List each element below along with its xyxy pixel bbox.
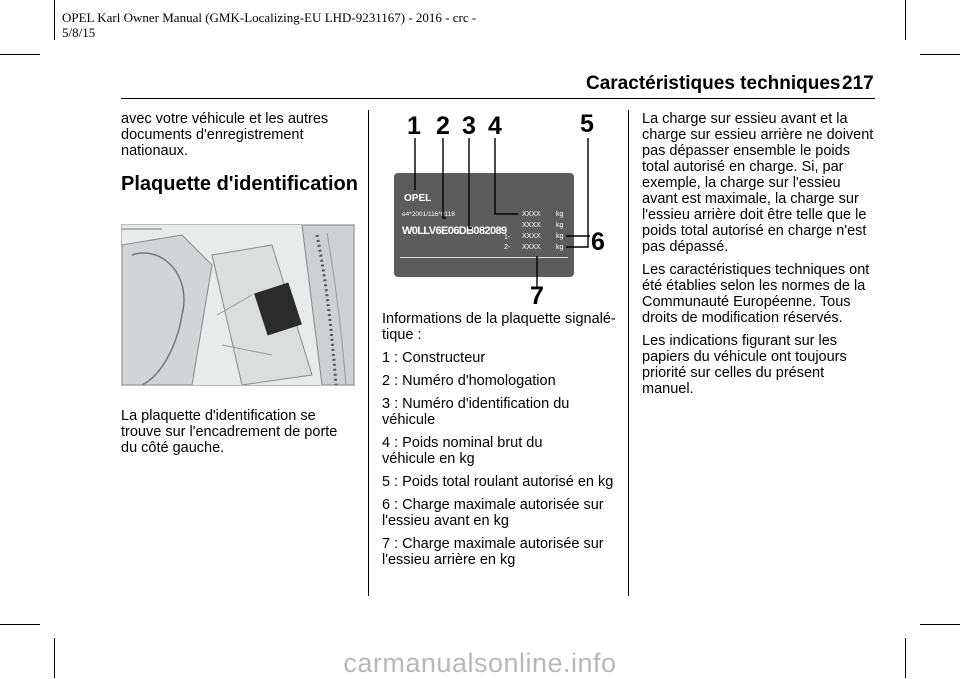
text-line: papiers du véhicule ont toujours bbox=[642, 349, 847, 365]
text-line: 4 : Poids nominal brut du bbox=[382, 435, 543, 451]
right-column-text bbox=[642, 111, 882, 397]
callout-number: 4 bbox=[488, 112, 502, 140]
callout-number: 1 bbox=[407, 112, 421, 140]
text-line: l'essieu arrière en kg bbox=[382, 552, 516, 568]
plate-axle-label: 1- bbox=[504, 234, 511, 241]
legend-item bbox=[382, 350, 622, 366]
legend-item bbox=[382, 396, 622, 428]
callout-number: 2 bbox=[436, 112, 450, 140]
callout-number: 5 bbox=[580, 110, 594, 138]
callout-number: 6 bbox=[591, 228, 605, 256]
plate-unit: kg bbox=[556, 211, 564, 218]
legend-item bbox=[382, 536, 622, 568]
plate-weight: XXXX bbox=[522, 233, 541, 240]
column-divider bbox=[368, 110, 369, 596]
body-paragraph bbox=[642, 111, 882, 255]
legend-item bbox=[382, 435, 622, 467]
text-line: manuel. bbox=[642, 381, 694, 397]
plate-weight: XXXX bbox=[522, 222, 541, 229]
door-frame-illustration bbox=[121, 224, 355, 386]
text-line: charge sur essieu arrière ne doivent bbox=[642, 127, 874, 143]
crop-mark bbox=[905, 0, 906, 40]
plate-unit: kg bbox=[556, 233, 564, 240]
plate-approval-number: e4*2001/116*0118 bbox=[402, 211, 455, 218]
text-line: véhicule bbox=[382, 412, 436, 428]
body-paragraph bbox=[642, 262, 882, 326]
text-line: La charge sur essieu avant et la bbox=[642, 111, 848, 127]
text-line: tique : bbox=[382, 327, 422, 343]
text-line: été établies selon les normes de la bbox=[642, 278, 866, 294]
plate-weight: XXXX bbox=[522, 211, 541, 218]
legend-intro bbox=[382, 311, 622, 343]
text-line: total autorisé en charge. Si, par bbox=[642, 159, 844, 175]
crop-mark bbox=[0, 54, 40, 55]
text-line: avec votre véhicule et les autres bbox=[121, 111, 329, 127]
text-line: 3 : Numéro d'identification du bbox=[382, 396, 570, 412]
text-line: Communauté Européenne. Tous bbox=[642, 294, 851, 310]
door-frame-drawing bbox=[122, 225, 354, 385]
plate-unit: kg bbox=[556, 222, 564, 229]
body-paragraph bbox=[642, 333, 882, 397]
print-metadata-line: OPEL Karl Owner Manual (GMK-Localizing-EU LHD-9231167) - 2016 - crc - bbox=[62, 10, 477, 25]
text-line: l'essieu arrière doit être telle que le bbox=[642, 207, 867, 223]
text-line: véhicule en kg bbox=[382, 451, 475, 467]
text-line: Les caractéristiques techniques ont bbox=[642, 262, 870, 278]
caption-paragraph bbox=[121, 408, 361, 456]
text-line: 6 : Charge maximale autorisée sur bbox=[382, 497, 604, 513]
text-line: poids total autorisé en charge n'est bbox=[642, 223, 867, 239]
callout-number: 3 bbox=[462, 112, 476, 140]
text-line: nationaux. bbox=[121, 143, 188, 159]
subsection-heading: Plaquette d'identification bbox=[121, 173, 358, 195]
print-metadata-line: 5/8/15 bbox=[62, 25, 96, 40]
print-metadata bbox=[62, 10, 522, 40]
plate-vin: W0LLV6E06DB082089 bbox=[402, 225, 507, 237]
plate-brand: OPEL bbox=[404, 193, 432, 204]
footer-watermark: carmanualsonline.info bbox=[343, 648, 617, 678]
text-line: pas dépassé. bbox=[642, 239, 729, 255]
section-title: Caractéristiques techniques bbox=[586, 73, 841, 94]
callout-number: 7 bbox=[530, 282, 544, 310]
text-line: priorité sur celles du présent bbox=[642, 365, 825, 381]
text-line: 7 : Charge maximale autorisée sur bbox=[382, 536, 604, 552]
text-line: 2 : Numéro d'homologation bbox=[382, 373, 556, 389]
text-line: du côté gauche. bbox=[121, 440, 225, 456]
text-line: 1 : Constructeur bbox=[382, 350, 486, 366]
legend-item bbox=[382, 373, 622, 389]
crop-mark bbox=[920, 54, 960, 55]
plate-weight: XXXX bbox=[522, 244, 541, 251]
page-number: 217 bbox=[842, 73, 874, 94]
text-line: avant est maximale, la charge sur bbox=[642, 191, 859, 207]
legend-item bbox=[382, 474, 622, 490]
text-line: droits de modification réservés. bbox=[642, 310, 843, 326]
intro-paragraph bbox=[121, 111, 361, 159]
crop-mark bbox=[920, 624, 960, 625]
text-line: La plaquette d'identification se bbox=[121, 408, 316, 424]
text-line: l'essieu avant en kg bbox=[382, 513, 509, 529]
crop-mark bbox=[54, 0, 55, 40]
plate-legend bbox=[382, 311, 622, 575]
header-rule bbox=[121, 98, 875, 99]
column-divider bbox=[628, 110, 629, 596]
text-line: 5 : Poids total roulant autorisé en kg bbox=[382, 474, 614, 490]
text-line: exemple, la charge sur l'essieu bbox=[642, 175, 841, 191]
plate-unit: kg bbox=[556, 244, 564, 251]
text-line: pas dépasser ensemble le poids bbox=[642, 143, 850, 159]
legend-item bbox=[382, 497, 622, 529]
text-line: Les indications figurant sur les bbox=[642, 333, 838, 349]
text-line: Informations de la plaquette signalé- bbox=[382, 311, 616, 327]
text-line: documents d'enregistrement bbox=[121, 127, 304, 143]
plate-axle-label: 2- bbox=[504, 244, 511, 251]
text-line: trouve sur l'encadrement de porte bbox=[121, 424, 338, 440]
crop-mark bbox=[0, 624, 40, 625]
